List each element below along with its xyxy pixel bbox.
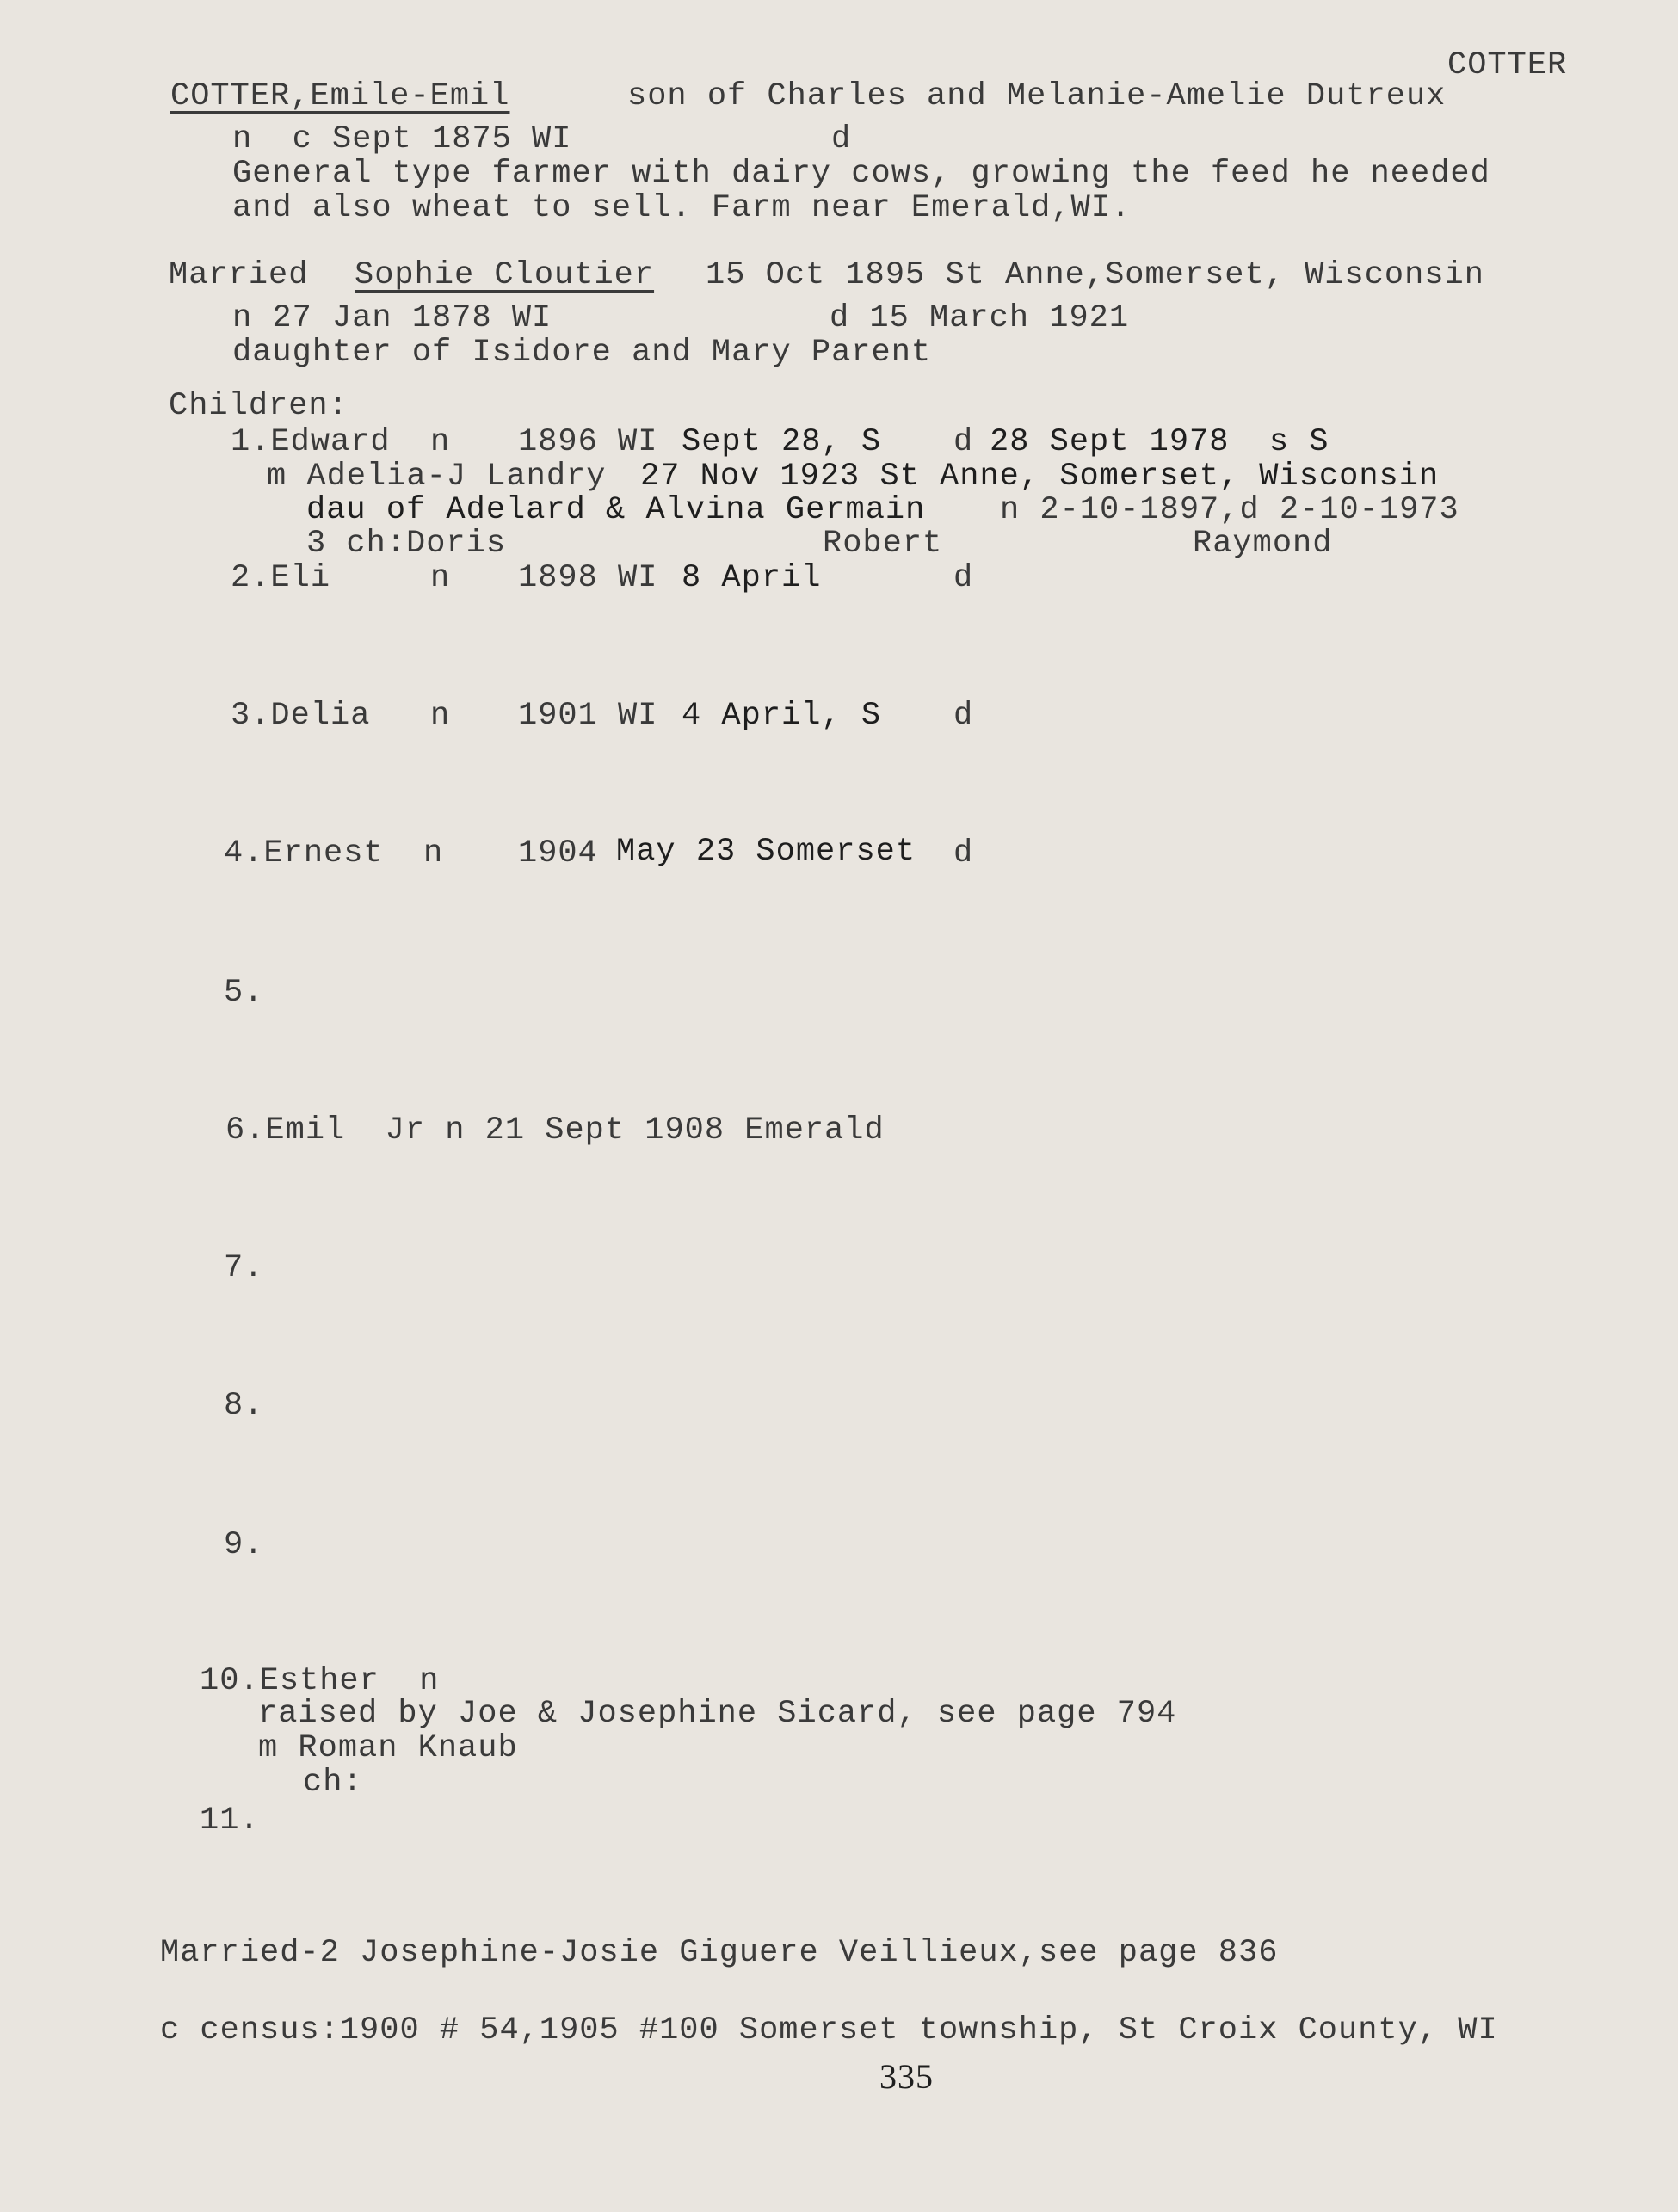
child-4-date: May 23 Somerset (616, 834, 916, 870)
child-1-date: Sept 28, S (682, 424, 882, 460)
child-3-death-label: d (953, 698, 974, 734)
child-7: 7. (224, 1250, 264, 1286)
child-3-year: 1901 WI (518, 698, 658, 734)
child-9: 9. (224, 1527, 264, 1563)
child-1-children-3: Raymond (1193, 526, 1333, 562)
person-parents: son of Charles and Melanie-Amelie Dutreux (627, 78, 1447, 114)
child-1-children-2: Robert (823, 526, 943, 562)
spouse-birth: n 27 Jan 1878 WI (232, 300, 552, 336)
child-8: 8. (224, 1388, 264, 1424)
child-10-marriage: m Roman Knaub (258, 1730, 518, 1766)
child-10-name: 10.Esther n (200, 1663, 440, 1699)
child-3-date: 4 April, S (682, 698, 882, 734)
spouse-death: d 15 March 1921 (830, 300, 1130, 336)
child-2-name: 2.Eli n (231, 560, 451, 596)
child-2-death-label: d (953, 560, 974, 596)
child-1-year: 1896 WI (518, 424, 658, 460)
marriage-details: 15 Oct 1895 St Anne,Somerset, Wisconsin (706, 257, 1484, 293)
child-1-marriage-details: 27 Nov 1923 St Anne, Somerset, Wisconsin (640, 459, 1440, 495)
person-death: d (831, 121, 852, 157)
child-3-name: 3.Delia n (231, 698, 451, 734)
child-1-death-label: d (953, 424, 974, 460)
children-heading: Children: (169, 388, 349, 424)
second-marriage: Married-2 Josephine-Josie Giguere Veillieux,see page 836 (160, 1935, 1279, 1971)
census-note: c census:1900 # 54,1905 #100 Somerset township, St Croix County, WI (160, 2012, 1498, 2049)
child-11: 11. (200, 1802, 260, 1839)
child-1-death: 28 Sept 1978 s S (990, 424, 1329, 460)
child-4-name: 4.Ernest n (224, 835, 444, 872)
child-2-year: 1898 WI (518, 560, 658, 596)
person-name: COTTER,Emile-Emil (170, 78, 510, 114)
child-10-raised-by: raised by Joe & Josephine Sicard, see page 794 (258, 1696, 1177, 1732)
child-6: 6.Emil Jr n 21 Sept 1908 Emerald (225, 1112, 885, 1149)
married-label: Married (169, 257, 309, 293)
person-birth: n c Sept 1875 WI (232, 121, 572, 157)
child-4-death-label: d (953, 835, 974, 872)
child-1-marriage: m Adelia-J Landry (267, 459, 607, 495)
occupation-line-2: and also wheat to sell. Farm near Emerald,WI. (232, 190, 1132, 226)
child-2-date: 8 April (682, 560, 822, 596)
child-1-name: 1.Edward n (231, 424, 451, 460)
child-10-children: ch: (303, 1765, 363, 1801)
occupation-line-1: General type farmer with dairy cows, growing the feed he needed (232, 156, 1490, 192)
child-1-spouse-parents: dau of Adelard & Alvina Germain (306, 492, 926, 528)
child-1-children: 3 ch:Doris (306, 526, 507, 562)
surname-header: COTTER (1447, 47, 1568, 83)
spouse-name: Sophie Cloutier (355, 257, 655, 293)
child-1-spouse-dates: n 2-10-1897,d 2-10-1973 (1000, 492, 1459, 528)
child-5: 5. (224, 975, 264, 1011)
page-number: 335 (879, 2057, 934, 2096)
child-4-year: 1904 (518, 835, 598, 872)
spouse-parents: daughter of Isidore and Mary Parent (232, 335, 932, 371)
